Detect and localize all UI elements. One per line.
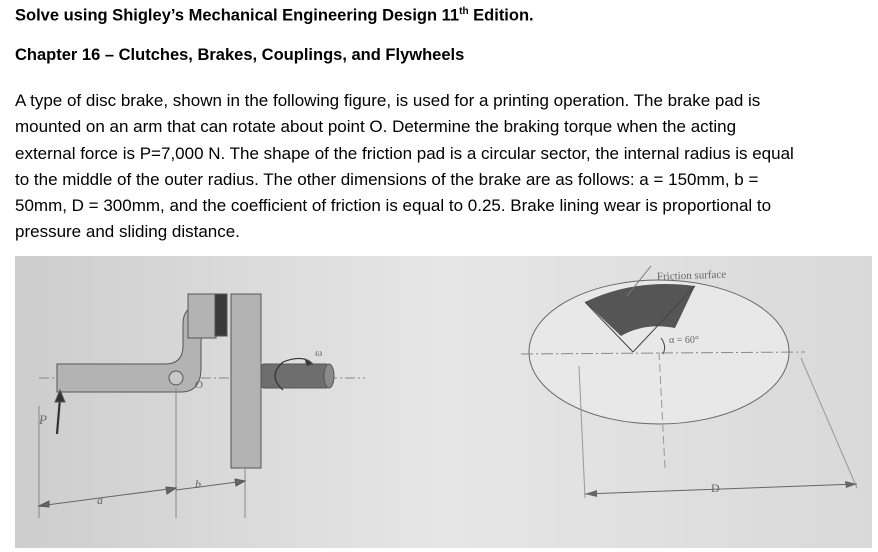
page-title: [15, 6, 534, 26]
label-alpha: α = 60°: [669, 335, 699, 346]
label-O: O: [195, 379, 203, 391]
label-omega: ω: [315, 347, 323, 359]
label-b: b: [195, 477, 201, 491]
label-friction-surface: Friction surface: [656, 268, 727, 283]
problem-line: 50mm, D = 300mm, and the coefficient of friction is equal to 0.25. Brake lining wear is proportional to: [15, 196, 772, 216]
problem-line: external force is P=7,000 N. The shape of the friction pad is a circular sector, the internal radius is equal: [15, 143, 794, 163]
label-D: D: [711, 481, 720, 495]
problem-line: pressure and sliding distance.: [15, 222, 240, 242]
brake-disc: [231, 294, 261, 468]
friction-pad: [215, 294, 227, 336]
brake-figure: [15, 256, 872, 548]
label-a: a: [97, 493, 103, 507]
shaft-end: [324, 364, 334, 388]
title-superscript: th: [459, 6, 469, 17]
shaft: [261, 364, 329, 388]
pivot-point: [169, 371, 183, 385]
brake-figure-drawing: [15, 256, 872, 548]
problem-line: A type of disc brake, shown in the following figure, is used for a printing operation. The brake pad is: [15, 91, 761, 110]
chapter-heading: Chapter 16 – Clutches, Brakes, Couplings, and Flywheels: [15, 46, 465, 64]
pad-holder: [188, 294, 216, 338]
title-suffix: Edition.: [468, 6, 534, 25]
problem-line: mounted on an arm that can rotate about point O. Determine the braking torque when the acting: [15, 117, 737, 137]
problem-statement: [15, 88, 867, 246]
label-P: P: [39, 412, 47, 427]
problem-line: to the middle of the outer radius. The other dimensions of the brake are as follows: a = 150mm, b =: [15, 169, 759, 189]
title-text: Solve using Shigley’s Mechanical Engineering Design 11: [15, 6, 460, 25]
